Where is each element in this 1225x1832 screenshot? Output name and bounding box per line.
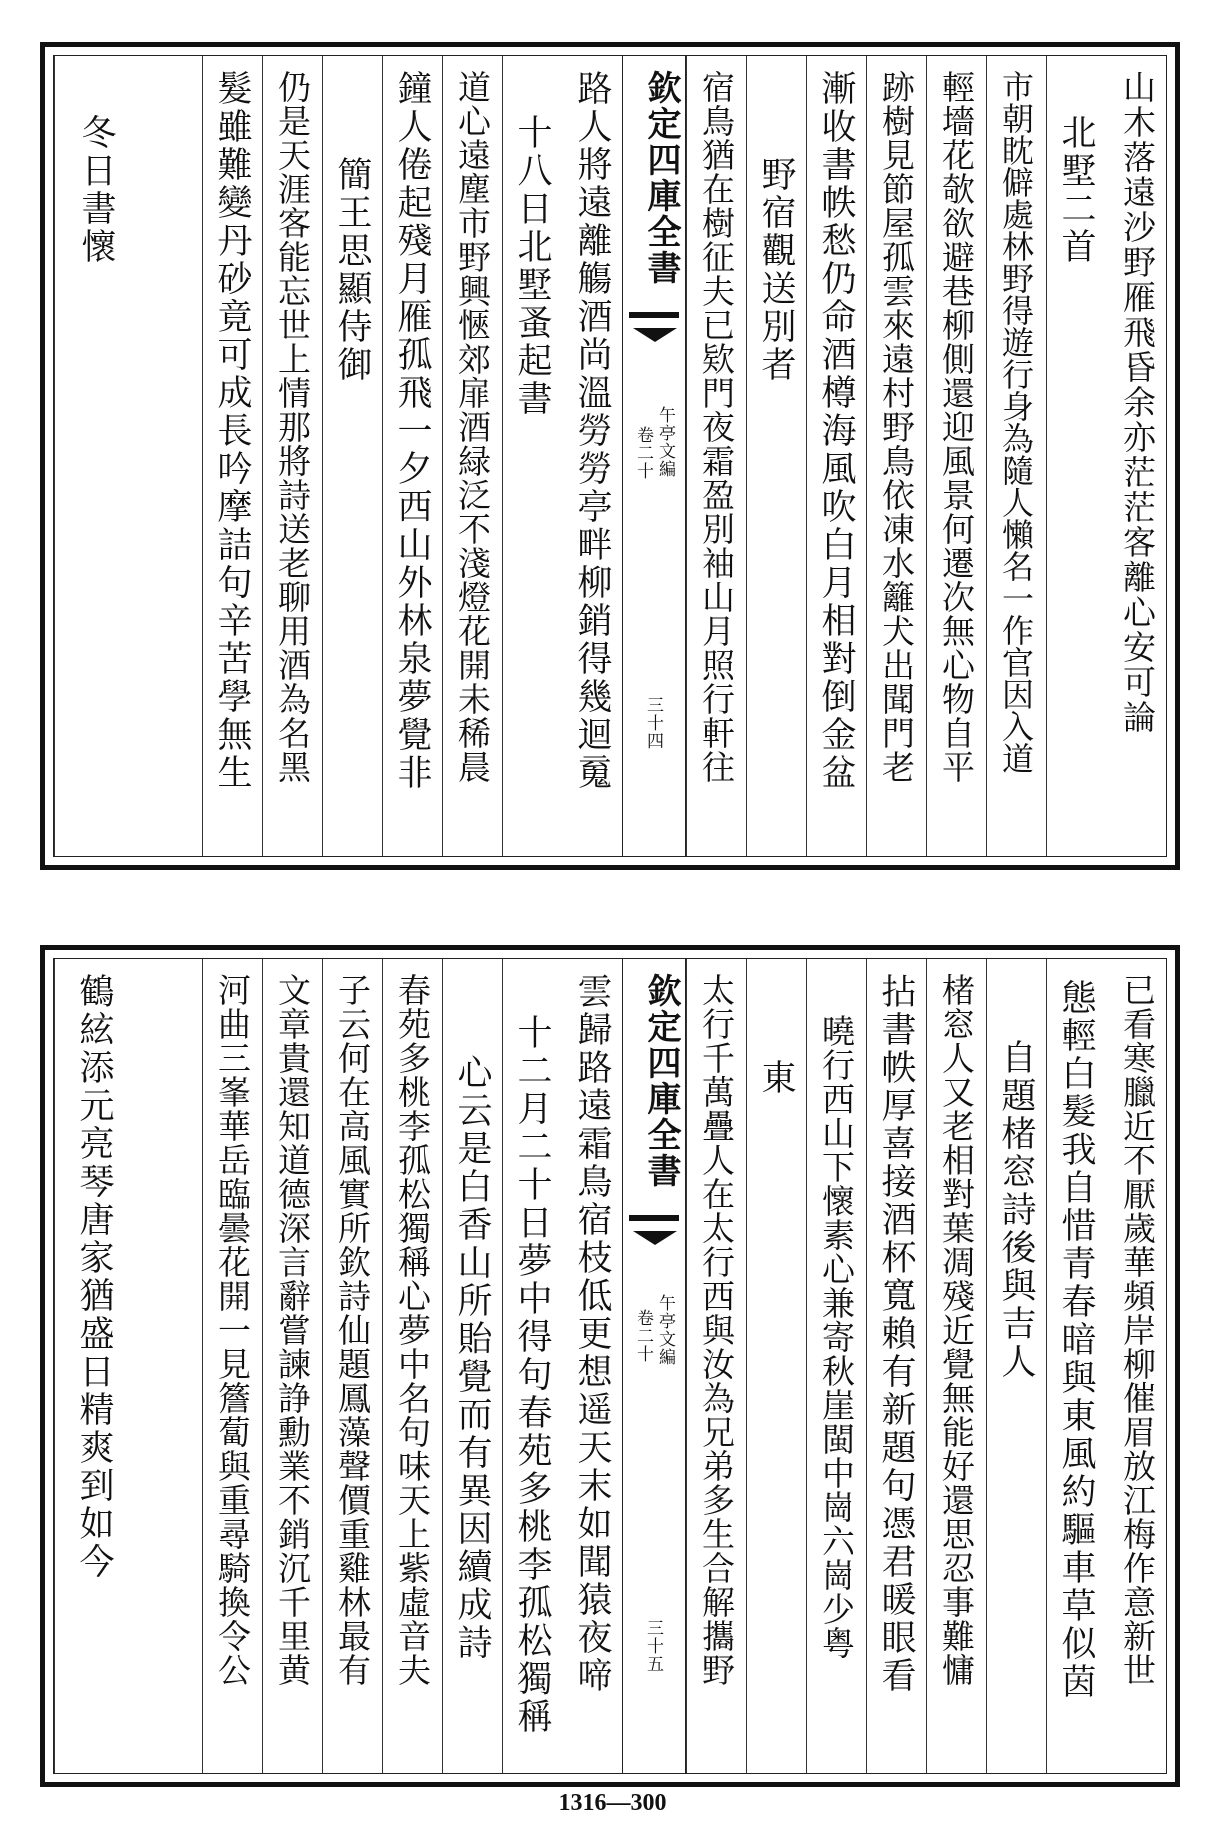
text-column (1106, 56, 1166, 856)
column-text: 心云是白香山所貽覺而有異因續成詩 (452, 1054, 492, 1662)
text-column (986, 959, 1046, 1773)
column-text: 鶴絃添元亮琴唐家猶盛日精爽到如今 (74, 973, 114, 1581)
text-column (926, 959, 986, 1773)
column-text: 態輕白髮我自惜青春暗與東風約驅車草似茵 (1056, 979, 1096, 1701)
text-column (502, 56, 562, 856)
column-text: 楮窓人又老相對葉凋殘近覺無能好還思忍事難慵 (937, 973, 976, 1687)
page-gutter (622, 56, 686, 856)
text-column (686, 959, 746, 1773)
gutter-volume: 卷二十 (633, 1309, 653, 1363)
gutter-book-title: 午亭文編 (655, 1294, 675, 1366)
bottom-page (40, 945, 1180, 1787)
text-column (1046, 56, 1106, 856)
column-text: 輕墻花欹欲避巷柳側還迎風景何遷次無心物自平 (937, 70, 976, 784)
column-text: 河曲三峯華岳臨曇花開一見簷蔔與重尋騎換令公 (213, 973, 252, 1687)
text-column (262, 959, 322, 1773)
column-text: 仍是天涯客能忘世上情那將詩送老聊用酒為名黑 (273, 70, 312, 784)
text-column (1046, 959, 1106, 1773)
column-text: 漸收書帙愁仍命酒樽海風吹白月相對倒金盆 (816, 70, 856, 792)
text-column (502, 959, 562, 1773)
page-gutter (622, 959, 686, 1773)
column-text: 十八日北墅蚤起書 (512, 114, 552, 418)
text-column (442, 56, 502, 856)
column-text: 文章貴還知道德深言辭嘗諫諍勳業不銷沉千里黄 (273, 973, 312, 1687)
column-text: 道心遠塵市野興愜郊扉酒緑泛不淺燈花開未稀晨 (453, 70, 492, 784)
column-text: 市朝眈僻處林野得遊行身為隨人懶名一作官因入道 (997, 70, 1035, 774)
gutter-title: 欽定四庫全書 (641, 70, 681, 286)
column-text: 自題楮窓詩後與吉人 (996, 1039, 1036, 1381)
column-text: 已看寒臘近不厭歲華頻岸柳催眉放江梅作意新世 (1118, 973, 1157, 1687)
column-text: 春苑多桃李孤松獨稱心夢中名句味天上紫虛音夫 (393, 973, 432, 1687)
text-column (322, 959, 382, 1773)
column-text: 髮雖難變丹砂竟可成長吟摩詰句辛苦學無生 (212, 70, 252, 792)
text-column (562, 56, 622, 856)
fish-tail-mark (629, 312, 679, 376)
column-text: 曉行西山下懷素心兼寄秋崖閩中崗六崗少粤 (817, 1014, 856, 1660)
column-text: 拈書帙厚喜接酒杯寬賴有新題句憑君暖眼看 (876, 973, 916, 1695)
column-text: 子云何在高風實所欽詩仙題鳳藻聲價重雞林最有 (333, 973, 372, 1687)
column-text: 宿鳥猶在樹征夫已欵門夜霜盈別袖山月照行軒往 (697, 70, 736, 784)
text-column (442, 959, 502, 1773)
text-column (382, 959, 442, 1773)
column-text: 路人將遠離觴酒尚溫勞勞亭畔柳銷得幾迴䰟 (572, 70, 612, 792)
text-column (866, 56, 926, 856)
gutter-volume: 卷二十 (633, 426, 653, 480)
column-text: 鐘人倦起殘月雁孤飛一夕西山外林泉夢覺非 (392, 70, 432, 792)
fish-tail-mark (629, 1215, 679, 1279)
text-column (54, 959, 202, 1773)
page-footer-number: 1316—300 (558, 1790, 667, 1816)
text-column (54, 56, 202, 856)
column-text: 山木落遠沙野雁飛昏余亦茫茫客離心安可論 (1118, 70, 1157, 735)
column-text: 簡王思顯侍御 (332, 156, 372, 384)
bottom-page-columns (54, 959, 1166, 1773)
bottom-page-frame (53, 958, 1167, 1774)
top-page-frame (53, 55, 1167, 857)
text-column (806, 56, 866, 856)
text-column (562, 959, 622, 1773)
text-column (746, 56, 806, 856)
column-text: 跡樹見節屋孤雲來遠村野鳥依凍水籬犬出聞門老 (877, 70, 916, 784)
text-column (382, 56, 442, 856)
column-text: 冬日書懷 (76, 114, 116, 266)
text-column (866, 959, 926, 1773)
top-page-columns (54, 56, 1166, 856)
column-text: 野宿觀送別者 (756, 156, 796, 384)
column-text: 北墅二首 (1056, 114, 1096, 266)
text-column (202, 959, 262, 1773)
text-column (746, 959, 806, 1773)
gutter-page-number: 三十五 (643, 1619, 663, 1673)
gutter-title: 欽定四庫全書 (641, 973, 681, 1189)
column-text: 東 (756, 1059, 796, 1097)
column-text: 太行千萬疊人在太行西與汝為兄弟多生合解攜野 (697, 973, 736, 1687)
gutter-page-number: 三十四 (643, 696, 663, 750)
text-column (926, 56, 986, 856)
text-column (202, 56, 262, 856)
text-column (986, 56, 1046, 856)
column-text: 雲歸路遠霜鳥宿枝低更想遥天末如聞猿夜啼 (572, 973, 612, 1695)
text-column (806, 959, 866, 1773)
column-text: 十二月二十日夢中得句春苑多桃李孤松獨稱 (512, 1014, 552, 1736)
text-column (262, 56, 322, 856)
top-page (40, 42, 1180, 870)
text-column (1106, 959, 1166, 1773)
text-column (686, 56, 746, 856)
text-column (322, 56, 382, 856)
gutter-book-title: 午亭文編 (655, 406, 675, 478)
